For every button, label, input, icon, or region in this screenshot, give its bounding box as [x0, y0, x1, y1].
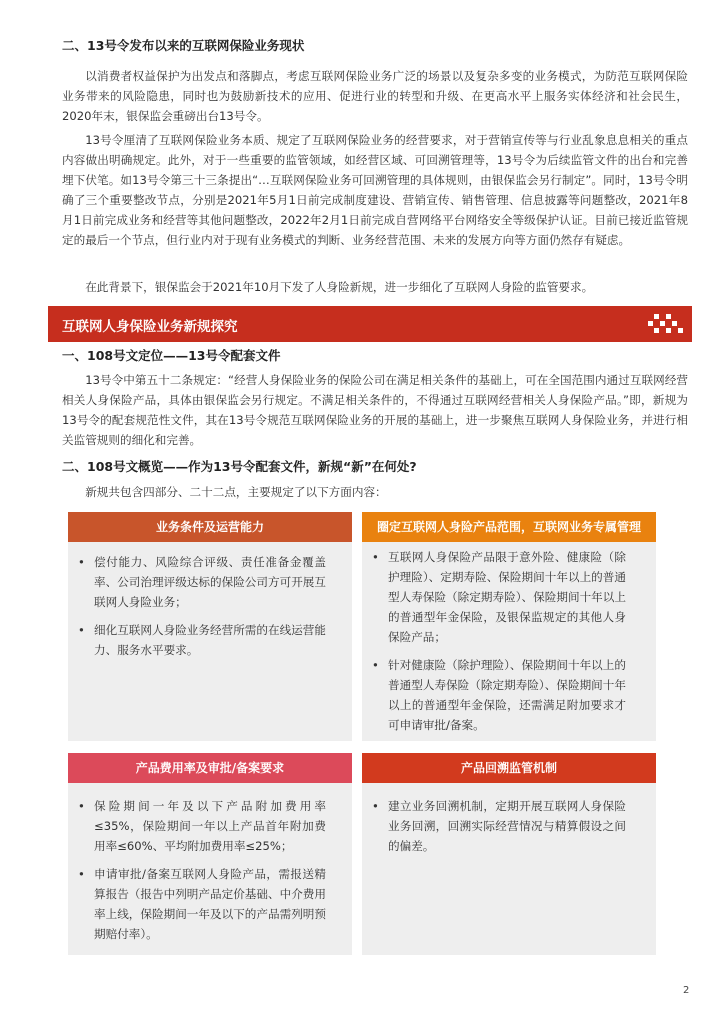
box-head-retrospective: 产品回溯监管机制 — [362, 753, 656, 783]
box-head-business-conditions: 业务条件及运营能力 — [68, 512, 352, 542]
subsection-heading-overview: 二、108号文概览——作为13号令配套文件，新规“新”在何处? — [62, 459, 417, 474]
box-fee-rates — [68, 783, 352, 955]
box-product-scope — [362, 542, 656, 741]
list-item: • 细化互联网人身险业务经营所需的在线运营能力、服务水平要求。 — [78, 623, 326, 657]
subsection-heading-positioning: 一、108号文定位——13号令配套文件 — [62, 348, 281, 363]
box-retrospective — [362, 783, 656, 955]
list-item: • 保险期间一年及以下产品附加费用率≤35%，保险期间一年以上产品首年附加费用率≤60%、平均附加费用率≤25%； — [78, 799, 326, 853]
paragraph-positioning: 13号令中第五十二条规定：“经营人身保险业务的保险公司在满足相关条件的基础上，可在全国范围内通过互联网经营相关人身保险产品，具体由银保监会另行规定。不满足相关条件的，不得通过互联网经营相关人身保险产品。”即，新规为13号令的配套规范性文件，其在13号令规范互联网保险业务的开展的基础上，进一步聚焦互联网人身保险业务，并进行相关监管规则的细化和完善。 — [62, 373, 688, 447]
paragraph-background: 在此背景下，银保监会于2021年10月下发了人身险新规，进一步细化了互联网人身险的监管要求。 — [85, 280, 594, 294]
box-head-product-scope: 圈定互联网人身险产品范围，互联网业务专属管理 — [362, 512, 656, 542]
list-item: • 互联网人身保险产品限于意外险、健康险（除护理险）、定期寿险、保险期间十年以上的普通型人寿保险（除定期寿险）、保险期间十年以上的普通型年金保险，及银保监规定的其他人身保险产品； — [372, 550, 626, 644]
list-item: • 针对健康险（除护理险）、保险期间十年以上的普通型人寿保险（除定期寿险）、保险期间十年以上的普通型年金保险，还需满足附加要求才可申请审批/备案。 — [372, 658, 626, 732]
pixel-pattern-icon — [646, 312, 686, 336]
list-item: • 建立业务回溯机制，定期开展互联网人身保险业务回溯，回溯实际经营情况与精算假设之间的偏差。 — [372, 799, 626, 853]
paragraph-overview-intro: 新规共包含四部分、二十二点，主要规定了以下方面内容： — [85, 485, 387, 499]
box-business-conditions — [68, 542, 352, 741]
paragraph-intro: 以消费者权益保护为出发点和落脚点，考虑互联网保险业务广泛的场景以及复杂多变的业务模式，为防范互联网保险业务带来的风险隐患，同时也为鼓励新技术的应用、促进行业的转型和升级、在更高水平上服务实体经济和社会民生，2020年末，银保监会重磅出台13号令。 — [62, 69, 688, 123]
banner-title: 互联网人身保险业务新规探究 — [62, 319, 238, 335]
page-number: 2 — [683, 985, 690, 996]
list-item: • 申请审批/备案互联网人身险产品，需报送精算报告（报告中列明产品定价基础、中介费用率上线，保险期间一年及以下的产品需列明预期赔付率）。 — [78, 867, 326, 941]
section-heading: 二、13号令发布以来的互联网保险业务现状 — [62, 38, 305, 53]
list-item: • 偿付能力、风险综合评级、责任准备金覆盖率、公司治理评级达标的保险公司方可开展互联网人身险业务； — [78, 555, 326, 609]
section-banner — [48, 306, 692, 342]
paragraph-order-13: 13号令厘清了互联网保险业务本质、规定了互联网保险业务的经营要求，对于营销宣传等与行业乱象息息相关的重点内容做出明确规定。此外，对于一些重要的监管领域，如经营区域、可回溯管理等，13号令为后续监管文件的出台和完善埋下伏笔。如13号令第三十三条提出“…互联网保险业务可回溯管理的具体规则，由银保监会另行制定”。同时，13号令明确了三个重要整改节点，分别是2021年5月1日前完成制度建设、营销宣传、销售管理、信息披露等问题整改，2021年8月1日前完成业务和经营等其他问题整改，2022年2月1日前完成自营网络平台网络安全等级保护认证。目前已接近监管规定的最后一个节点，但行业内对于现有业务模式的判断、业务经营范围、未来的发展方向等方面仍然存有疑虑。 — [62, 133, 688, 247]
box-head-fee-rates: 产品费用率及审批/备案要求 — [68, 753, 352, 783]
